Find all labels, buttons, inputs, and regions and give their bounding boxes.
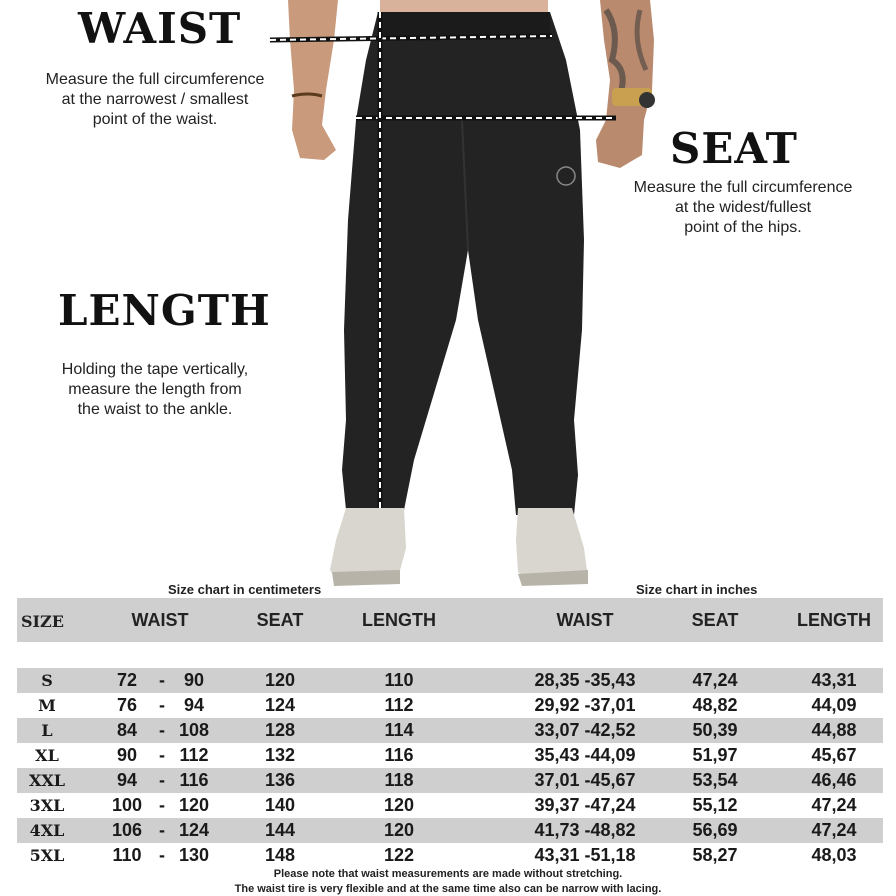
- waist-max-cell: 116: [179, 770, 209, 790]
- table-header: [17, 598, 883, 642]
- length-description-line: measure the length from: [68, 381, 242, 398]
- header-seat-in: SEAT: [691, 610, 739, 630]
- waist-description-line: Measure the full circumference: [45, 71, 265, 88]
- waist-max-cell: 94: [183, 695, 205, 715]
- seat-cm-cell: 120: [264, 670, 296, 690]
- waist-dash: -: [159, 670, 165, 690]
- waist-in-cell: 43,31 -51,18: [534, 845, 636, 865]
- length-description-line: Holding the tape vertically,: [61, 361, 249, 378]
- header-waist-in: WAIST: [556, 610, 614, 630]
- waist-min-cell: 106: [111, 820, 143, 840]
- table-row: [17, 843, 883, 868]
- header-seat-cm: SEAT: [256, 610, 304, 630]
- length-cm-cell: 114: [384, 720, 414, 740]
- length-description-line: the waist to the ankle.: [77, 401, 233, 418]
- table-row: [17, 768, 883, 793]
- waist-in-cell: 29,92 -37,01: [534, 695, 636, 715]
- size-cell: L: [41, 721, 53, 740]
- length-in-cell: 43,31: [811, 670, 857, 690]
- caption-inches: Size chart in inches: [636, 582, 758, 597]
- table-row: [17, 693, 883, 718]
- length-cm-cell: 120: [383, 795, 415, 815]
- seat-cm-cell: 132: [264, 745, 296, 765]
- size-cell: 5XL: [29, 846, 65, 865]
- seat-in-cell: 51,97: [692, 745, 738, 765]
- seat-description-line: Measure the full circumference: [633, 179, 853, 196]
- length-heading: LENGTH: [58, 286, 271, 335]
- size-cell: S: [41, 671, 53, 690]
- length-in-cell: 47,24: [811, 795, 857, 815]
- seat-cm-cell: 136: [264, 770, 296, 790]
- seat-cm-cell: 144: [264, 820, 296, 840]
- table-row: [17, 743, 883, 768]
- table-row: [17, 718, 883, 743]
- table-row: [17, 668, 883, 693]
- length-cm-cell: 118: [384, 770, 414, 790]
- waist-max-cell: 120: [178, 795, 210, 815]
- waist-description: [14, 70, 296, 130]
- waist-min-cell: 100: [111, 795, 143, 815]
- waist-dash: -: [159, 720, 165, 740]
- seat-description-line: point of the hips.: [684, 219, 802, 236]
- seat-cm-cell: 140: [264, 795, 296, 815]
- table-row: [17, 793, 883, 818]
- waist-min-cell: 76: [116, 695, 138, 715]
- waist-description-line: point of the waist.: [92, 111, 218, 128]
- length-in-cell: 45,67: [811, 745, 857, 765]
- length-cm-cell: 116: [384, 745, 414, 765]
- seat-cm-cell: 148: [264, 845, 296, 865]
- table-row: [17, 818, 883, 843]
- header-length-cm: LENGTH: [362, 610, 436, 630]
- header-length-in: LENGTH: [797, 610, 871, 630]
- seat-in-cell: 47,24: [692, 670, 738, 690]
- waist-in-cell: 35,43 -44,09: [534, 745, 636, 765]
- waist-in-cell: 33,07 -42,52: [534, 720, 636, 740]
- waist-max-cell: 90: [183, 670, 205, 690]
- caption-centimeters: Size chart in centimeters: [168, 582, 322, 597]
- waist-min-cell: 90: [116, 745, 138, 765]
- waist-dash: -: [159, 695, 165, 715]
- length-in-cell: 47,24: [811, 820, 857, 840]
- size-cell: XXL: [28, 771, 66, 790]
- waist-dash: -: [159, 845, 165, 865]
- length-in-cell: 44,88: [811, 720, 857, 740]
- size-cell: M: [38, 696, 56, 715]
- note-line: The waist tire is very flexible and at the same time also can be narrow with lacing.: [234, 883, 662, 895]
- waist-dash: -: [159, 795, 165, 815]
- seat-in-cell: 55,12: [692, 795, 738, 815]
- waist-in-cell: 39,37 -47,24: [534, 795, 636, 815]
- length-description: [14, 360, 296, 420]
- waist-in-cell: 37,01 -45,67: [534, 770, 636, 790]
- waist-dash: -: [159, 745, 165, 765]
- length-cm-cell: 122: [383, 845, 415, 865]
- seat-description-line: at the widest/fullest: [674, 199, 812, 216]
- seat-in-cell: 50,39: [692, 720, 738, 740]
- waist-max-cell: 124: [178, 820, 210, 840]
- size-cell: XL: [35, 746, 59, 765]
- seat-cm-cell: 128: [264, 720, 296, 740]
- waist-dash: -: [159, 770, 165, 790]
- waist-min-cell: 94: [116, 770, 138, 790]
- waist-dash: -: [159, 820, 165, 840]
- size-cell: 3XL: [29, 796, 65, 815]
- seat-in-cell: 48,82: [692, 695, 738, 715]
- seat-in-cell: 56,69: [692, 820, 738, 840]
- header-size: SIZE: [21, 612, 64, 631]
- waist-description-line: at the narrowest / smallest: [61, 91, 249, 108]
- waist-max-cell: 130: [178, 845, 210, 865]
- seat-in-cell: 58,27: [692, 845, 738, 865]
- waist-heading: WAIST: [78, 4, 242, 53]
- length-cm-cell: 120: [383, 820, 415, 840]
- size-cell: 4XL: [29, 821, 65, 840]
- seat-heading: SEAT: [670, 124, 798, 173]
- waist-max-cell: 108: [178, 720, 210, 740]
- seat-in-cell: 53,54: [692, 770, 738, 790]
- waist-min-cell: 110: [112, 845, 142, 865]
- length-cm-cell: 112: [384, 695, 414, 715]
- note-line: Please note that waist measurements are made without stretching.: [273, 868, 623, 880]
- waist-in-cell: 41,73 -48,82: [534, 820, 636, 840]
- waist-min-cell: 72: [116, 670, 138, 690]
- waist-in-cell: 28,35 -35,43: [534, 670, 636, 690]
- waist-min-cell: 84: [116, 720, 138, 740]
- length-in-cell: 48,03: [811, 845, 857, 865]
- header-waist-cm: WAIST: [131, 610, 189, 630]
- waist-max-cell: 112: [179, 745, 209, 765]
- length-cm-cell: 110: [384, 670, 414, 690]
- seat-cm-cell: 124: [264, 695, 296, 715]
- seat-description: [602, 178, 884, 238]
- length-in-cell: 46,46: [811, 770, 857, 790]
- length-in-cell: 44,09: [811, 695, 857, 715]
